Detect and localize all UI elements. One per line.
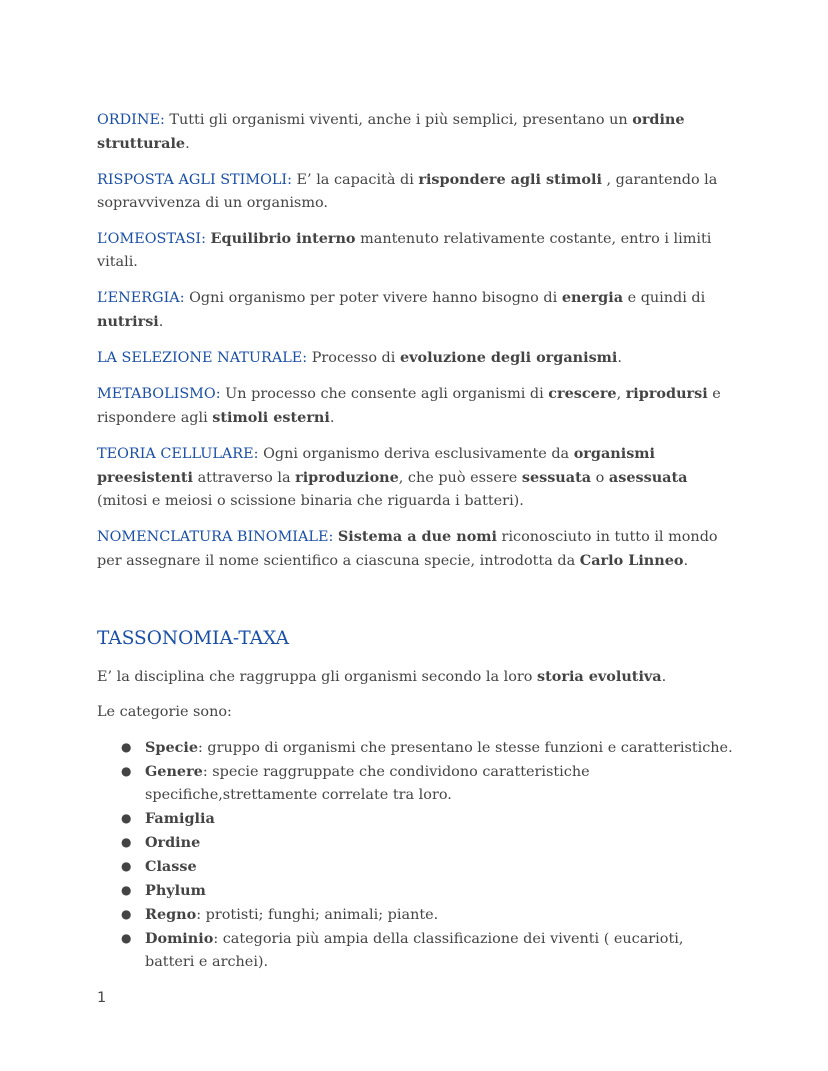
- bold-text: evoluzione degli organismi: [399, 349, 618, 366]
- category-item: [121, 807, 737, 831]
- category-name: Ordine: [145, 834, 201, 851]
- text-run: E’ la disciplina che raggruppa gli organismi secondo la loro: [97, 669, 538, 685]
- page-number: 1: [97, 990, 107, 1006]
- list-intro: Le categorie sono:: [97, 704, 232, 720]
- definition-paragraph: [97, 525, 737, 573]
- category-name: Famiglia: [145, 810, 215, 827]
- text-run: riconosciuto in tutto il mondo per assegnare il nome scientifico a ciascuna specie, introdotta da: [97, 529, 718, 569]
- bold-text: crescere: [548, 385, 617, 402]
- text-run: , che può essere: [398, 470, 522, 486]
- bold-text: energia: [561, 289, 624, 306]
- bold-text: Carlo Linneo: [579, 552, 684, 569]
- bold-text: organismi preesistenti: [97, 445, 655, 486]
- category-description: : specie raggruppate che condividono caratteristiche specifiche,strettamente correlate tra loro.: [145, 764, 590, 803]
- category-item: [121, 855, 737, 879]
- bullet-icon: ●: [121, 811, 132, 825]
- definition-paragraph: [97, 442, 737, 513]
- category-item: [121, 903, 737, 927]
- text-run: .: [661, 669, 667, 685]
- bold-text: Equilibrio interno: [210, 230, 356, 247]
- definition-term: RISPOSTA AGLI STIMOLI:: [97, 172, 292, 188]
- definition-term: LA SELEZIONE NATURALE:: [97, 350, 308, 366]
- bold-text: asessuata: [608, 469, 688, 486]
- bullet-icon: ●: [121, 931, 132, 945]
- category-item: [121, 760, 737, 807]
- text-run: .: [683, 553, 689, 569]
- text-run: e quindi di: [623, 290, 706, 306]
- text-run: o: [591, 470, 609, 486]
- bold-text: nutrirsi: [97, 313, 159, 330]
- bold-text: ordine strutturale: [97, 111, 685, 152]
- category-description: : gruppo di organismi che presentano le stesse funzioni e caratteristiche.: [198, 740, 733, 756]
- bold-text: sessuata: [521, 469, 592, 486]
- text-run: .: [329, 410, 335, 426]
- bullet-icon: ●: [121, 764, 132, 778]
- bold-text: riprodursi: [625, 385, 708, 402]
- text-run: Un processo che consente agli organismi di: [220, 386, 549, 402]
- section-intro: [97, 665, 737, 689]
- text-run: Ogni organismo deriva esclusivamente da: [258, 446, 574, 462]
- definition-term: L’ENERGIA:: [97, 290, 185, 306]
- definition-paragraph: [97, 108, 737, 156]
- category-name: Dominio: [145, 930, 214, 947]
- bold-text: rispondere agli stimoli: [418, 171, 602, 188]
- category-item: [121, 831, 737, 855]
- bullet-icon: ●: [121, 883, 132, 897]
- text-run: mantenuto relativamente costante, entro i limiti vitali.: [97, 231, 712, 270]
- text-run: E’ la capacità di: [291, 172, 419, 188]
- text-run: ,: [616, 386, 626, 402]
- bold-text: stimoli esterni: [212, 409, 330, 426]
- definition-paragraph: [97, 346, 737, 370]
- bold-text: Sistema a due nomi: [337, 528, 497, 545]
- definition-paragraph: [97, 168, 737, 215]
- text-run: Ogni organismo per poter vivere hanno bisogno di: [184, 290, 562, 306]
- text-run: Processo di: [307, 350, 400, 366]
- category-item: [121, 879, 737, 903]
- category-item: [121, 927, 737, 974]
- text-run: .: [617, 350, 622, 366]
- category-name: Phylum: [145, 882, 206, 899]
- definition-term: NOMENCLATURA BINOMIALE:: [97, 529, 334, 545]
- text-run: e rispondere agli: [97, 386, 721, 426]
- text-run: Tutti gli organismi viventi, anche i più semplici, presentano un: [164, 112, 633, 128]
- category-item: [121, 736, 737, 760]
- bullet-icon: ●: [121, 859, 132, 873]
- category-description: : protisti; funghi; animali; piante.: [196, 907, 439, 923]
- section-heading: TASSONOMIA-TAXA: [97, 628, 289, 649]
- category-name: Regno: [145, 906, 197, 923]
- bullet-icon: ●: [121, 907, 132, 921]
- definition-term: ORDINE:: [97, 112, 165, 128]
- category-name: Genere: [145, 763, 203, 780]
- text-run: , garantendo la sopravvivenza di un organismo.: [97, 172, 718, 211]
- bullet-icon: ●: [121, 740, 132, 754]
- text-run: attraverso la: [193, 470, 296, 486]
- text-run: (mitosi e meiosi o scissione binaria che riguarda i batteri).: [97, 493, 524, 509]
- category-description: : categoria più ampia della classificazione dei viventi ( eucarioti, batteri e archei).: [145, 931, 684, 970]
- document-page: [97, 108, 737, 974]
- definition-paragraph: [97, 286, 737, 334]
- category-name: Classe: [145, 858, 197, 875]
- definition-term: L’OMEOSTASI:: [97, 231, 206, 247]
- category-name: Specie: [145, 739, 198, 756]
- text-run: .: [158, 314, 164, 330]
- bold-text: riproduzione: [295, 469, 399, 486]
- bullet-icon: ●: [121, 835, 132, 849]
- category-list: [97, 736, 737, 974]
- definition-term: TEORIA CELLULARE:: [97, 446, 259, 462]
- definition-paragraph: [97, 227, 737, 274]
- bold-text: storia evolutiva: [537, 668, 662, 685]
- definitions-list: [97, 108, 737, 573]
- definition-term: METABOLISMO:: [97, 386, 221, 402]
- text-run: .: [185, 136, 190, 152]
- definition-paragraph: [97, 382, 737, 430]
